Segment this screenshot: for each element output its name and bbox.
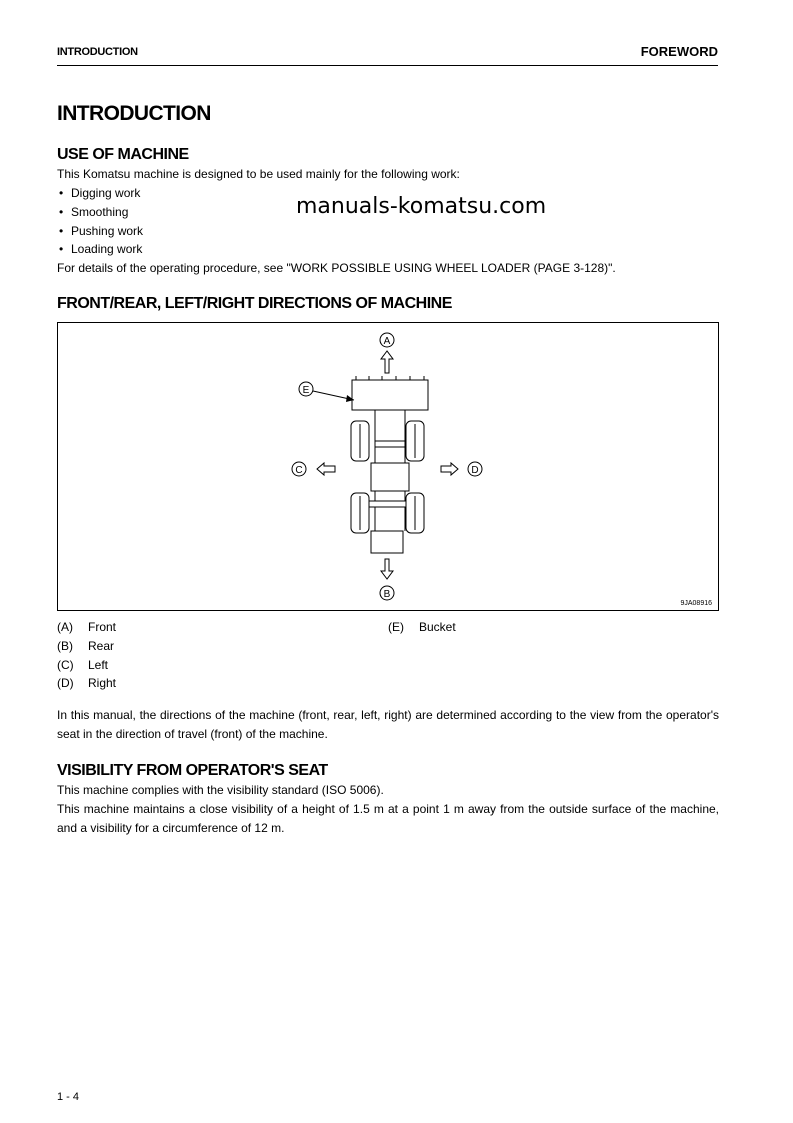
legend-label: Left [88, 657, 109, 672]
legend-label: Rear [88, 638, 115, 653]
callout-b-label: B [383, 589, 391, 600]
work-list [57, 184, 143, 259]
arrow-right-icon [441, 463, 458, 475]
visibility-heading: VISIBILITY FROM OPERATOR'S SEAT [57, 762, 328, 779]
callout-d-label: D [471, 465, 479, 476]
use-of-machine-intro: This Komatsu machine is designed to be used mainly for the following work: [57, 167, 460, 181]
visibility-description: This machine maintains a close visibility of a height of 1.5 m at a point 1 m away from the outside surface of the machine, and a visibility for a circumference of 12 m. [57, 802, 719, 835]
callout-c-label: C [295, 465, 303, 476]
list-item: • Loading work [57, 240, 143, 259]
legend-label: Front [88, 620, 117, 634]
direction-note: In this manual, the directions of the machine (front, rear, left, right) are determined according to the view from the operator's seat in the direction of travel (front) of the machine. [57, 708, 719, 741]
articulation-joint [371, 463, 409, 491]
header-rule [57, 65, 718, 66]
wheel-loader-diagram [58, 323, 718, 610]
legend-key: (E) [388, 620, 404, 634]
callout-e-label: E [302, 385, 310, 396]
direction-figure [57, 322, 719, 611]
front-frame [375, 410, 405, 463]
arrow-front-icon [381, 351, 393, 373]
header-chapter-title: FOREWORD [640, 44, 718, 59]
visibility-standard: This machine complies with the visibility standard (ISO 5006). [57, 783, 384, 797]
list-item: • Pushing work [57, 222, 143, 241]
rear-frame [369, 491, 411, 531]
operating-procedure-reference: For details of the operating procedure, see "WORK POSSIBLE USING WHEEL LOADER (PAGE 3-128)". [57, 261, 616, 275]
arrow-left-icon [317, 463, 335, 475]
legend-item [57, 658, 116, 677]
legend-item [57, 639, 116, 658]
legend-item [57, 676, 116, 695]
bucket-shape [352, 376, 428, 410]
legend-label: Bucket [419, 620, 456, 634]
use-of-machine-heading: USE OF MACHINE [57, 146, 189, 163]
header-section-title: INTRODUCTION [57, 46, 138, 58]
list-item: • Digging work [57, 184, 143, 203]
legend-key: (D) [57, 676, 74, 691]
counterweight [371, 531, 403, 553]
legend-key: (C) [57, 657, 74, 672]
legend-key: (A) [57, 620, 73, 634]
list-item: • Smoothing [57, 203, 143, 222]
directions-heading: FRONT/REAR, LEFT/RIGHT DIRECTIONS OF MACHINE [57, 295, 452, 312]
legend-right [388, 620, 456, 639]
legend-item [57, 620, 116, 639]
callout-a-label: A [383, 336, 391, 347]
watermark-text: manuals-komatsu.com [296, 194, 547, 219]
figure-code: 9JA08916 [680, 600, 712, 607]
legend-label: Right [88, 676, 117, 691]
arrow-rear-icon [381, 559, 393, 579]
page-number: 1 - 4 [57, 1091, 80, 1103]
page-title: INTRODUCTION [57, 102, 211, 125]
legend-key: (B) [57, 638, 73, 653]
legend-left [57, 620, 116, 695]
legend-item [388, 620, 456, 639]
